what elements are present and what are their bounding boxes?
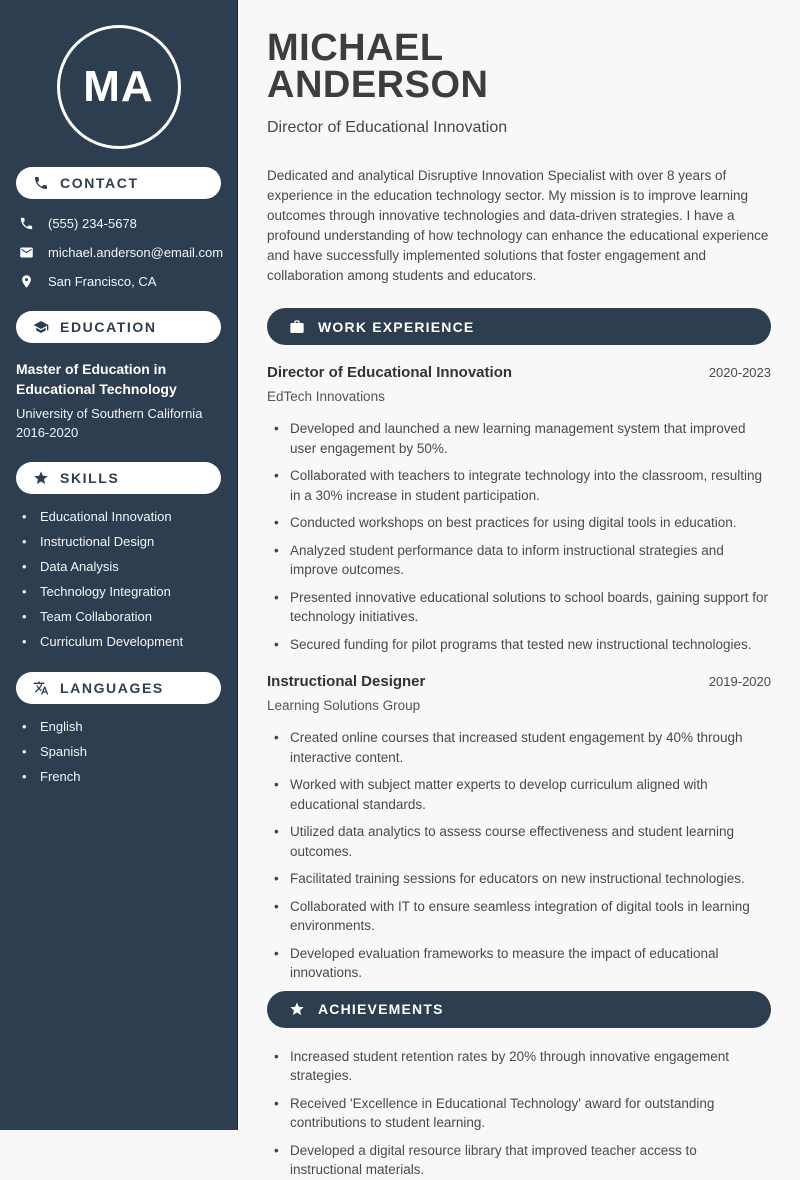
job-bullet: • Secured funding for pilot programs that tested new instructional technologies. xyxy=(267,635,771,655)
skills-section-heading xyxy=(16,462,221,494)
email-icon xyxy=(19,245,34,260)
skill-item: • Technology Integration xyxy=(16,583,221,600)
job-title: Instructional Designer xyxy=(267,673,426,690)
skill-item: • Curriculum Development xyxy=(16,633,221,650)
language-item: • Spanish xyxy=(16,743,221,760)
achievements-section-heading xyxy=(267,991,771,1028)
job-bullet: • Developed and launched a new learning management system that improved user engagement by 50%. xyxy=(267,419,771,458)
job-bullet: • Collaborated with teachers to integrate technology into the classroom, resulting in a 30% increase in student participation. xyxy=(267,466,771,505)
job-bullet: • Collaborated with IT to ensure seamless integration of digital tools in learning environments. xyxy=(267,897,771,936)
location-icon xyxy=(19,274,34,289)
contact-email xyxy=(16,242,224,262)
job-bullet: • Worked with subject matter experts to develop curriculum aligned with educational standards. xyxy=(267,775,771,814)
skills-list xyxy=(16,508,221,650)
achievement-bullet: • Developed a digital resource library that improved teacher access to instructional materials. xyxy=(267,1141,771,1180)
skill-item: • Data Analysis xyxy=(16,558,221,575)
job-title: Director of Educational Innovation xyxy=(267,364,513,381)
education-entry xyxy=(16,359,221,442)
contact-section-heading xyxy=(16,167,221,199)
job-entry xyxy=(267,364,771,654)
job-bullet: • Developed evaluation frameworks to measure the impact of educational innovations. xyxy=(267,944,771,983)
full-name xyxy=(267,27,771,106)
job-bullet: • Presented innovative educational solutions to school boards, gaining support for technology initiatives. xyxy=(267,588,771,627)
skill-item: • Team Collaboration xyxy=(16,608,221,625)
achievement-bullet: • Increased student retention rates by 20% through innovative engagement strategies. xyxy=(267,1047,771,1086)
profile-summary: Dedicated and analytical Disruptive Innovation Specialist with over 8 years of experience in the education technology sector. My mission is to improve learning outcomes through innovative technologies and data-driven strategies. I have a profound understanding of how technology can enhance the educational experience and have successfully implemented solutions that foster engagement and collaboration among students and educators. xyxy=(267,168,769,283)
education-heading-label: EDUCATION xyxy=(60,319,157,335)
achievements-list xyxy=(267,1047,771,1180)
languages-heading-label: LANGUAGES xyxy=(60,680,164,696)
job-header xyxy=(267,673,771,691)
job-bullet: • Utilized data analytics to assess course effectiveness and student learning outcomes. xyxy=(267,822,771,861)
job-bullet-list xyxy=(267,728,771,983)
last-name: ANDERSON xyxy=(267,64,489,106)
job-bullet: • Facilitated training sessions for educators on new instructional technologies. xyxy=(267,869,771,889)
translate-icon xyxy=(33,680,49,696)
avatar-initials: MA xyxy=(83,62,154,111)
avatar xyxy=(57,25,181,149)
email-value: michael.anderson@email.com xyxy=(48,244,224,260)
job-company: Learning Solutions Group xyxy=(267,698,421,713)
job-company: EdTech Innovations xyxy=(267,389,385,404)
phone-value: (555) 234-5678 xyxy=(48,215,137,231)
main-content xyxy=(238,0,800,1177)
first-name: MICHAEL xyxy=(267,27,444,69)
education-section-heading xyxy=(16,311,221,343)
job-bullet: • Analyzed student performance data to inform instructional strategies and improve outcomes. xyxy=(267,541,771,580)
briefcase-icon xyxy=(289,319,305,335)
job-bullet: • Conducted workshops on best practices for using digital tools in education. xyxy=(267,513,771,533)
skill-item: • Instructional Design xyxy=(16,533,221,550)
work-experience-heading-label: WORK EXPERIENCE xyxy=(318,318,475,335)
contact-heading-label: CONTACT xyxy=(60,175,139,191)
phone-icon xyxy=(19,216,34,231)
skills-heading-label: SKILLS xyxy=(60,470,120,486)
job-dates: 2019-2020 xyxy=(708,674,771,689)
location-value: San Francisco, CA xyxy=(48,273,157,289)
job-entry xyxy=(267,673,771,983)
graduation-cap-icon xyxy=(33,319,49,335)
job-header xyxy=(267,364,771,382)
achievement-bullet: • Received 'Excellence in Educational Technology' award for outstanding contributions to student learning. xyxy=(267,1094,771,1133)
contact-phone xyxy=(16,213,221,233)
star-icon xyxy=(33,470,49,486)
language-item: • English xyxy=(16,718,221,735)
education-degree: Master of Education in Educational Technology xyxy=(16,361,177,397)
job-headline: Director of Educational Innovation xyxy=(267,119,508,136)
languages-list xyxy=(16,718,221,785)
education-years: 2016-2020 xyxy=(16,425,79,440)
skill-item: • Educational Innovation xyxy=(16,508,221,525)
achievements-heading-label: ACHIEVEMENTS xyxy=(318,1001,444,1017)
contact-list xyxy=(16,213,224,291)
job-bullet-list xyxy=(267,419,771,654)
language-item: • French xyxy=(16,768,221,785)
work-experience-section-heading xyxy=(267,308,771,345)
job-bullet: • Created online courses that increased student engagement by 40% through interactive content. xyxy=(267,728,771,767)
contact-location xyxy=(16,271,221,291)
phone-icon xyxy=(33,175,49,191)
sidebar xyxy=(0,0,238,1130)
education-school: University of Southern California xyxy=(16,406,203,421)
star-icon xyxy=(289,1001,305,1017)
languages-section-heading xyxy=(16,672,221,704)
job-dates: 2020-2023 xyxy=(708,365,771,380)
